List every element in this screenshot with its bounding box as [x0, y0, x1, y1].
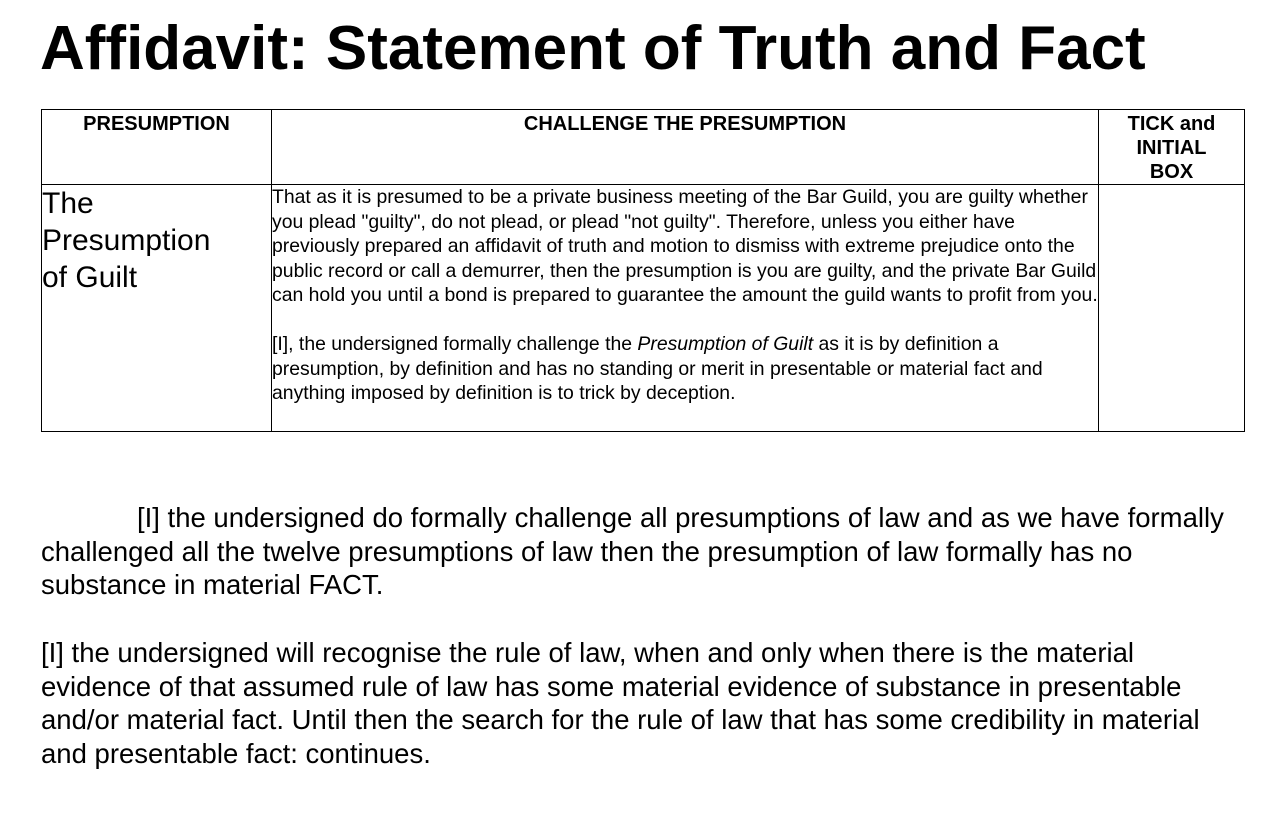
table-header-row	[42, 110, 1245, 185]
body-paragraph-challenge-all: [I] the undersigned do formally challenge all presumptions of law and as we have formally challenged all the twelve presumptions of law then the presumption of law formally has no substance in material FACT.	[41, 502, 1224, 600]
presumption-name	[42, 185, 272, 432]
body-paragraph-rule-of-law: [I] the undersigned will recognise the rule of law, when and only when there is the material evidence of that assumed rule of law has some material evidence of substance in presentable and/or material fact. Until then the search for the rule of law that has some credibility in material and presentable fact: continues.	[41, 637, 1200, 769]
header-presumption: PRESUMPTION	[42, 110, 272, 185]
presumption-table	[41, 109, 1245, 432]
challenge-paragraph-2	[272, 332, 1098, 406]
page-title: Affidavit: Statement of Truth and Fact	[40, 14, 1146, 83]
tick-initial-box[interactable]	[1099, 185, 1245, 432]
challenge-paragraph-2-lead: [I], the undersigned formally challenge the	[272, 333, 638, 355]
header-tick-initial-label: TICK and INITIAL BOX	[1127, 113, 1216, 183]
challenge-text	[272, 185, 1099, 432]
challenge-paragraph-1: That as it is presumed to be a private business meeting of the Bar Guild, you are guilty whether you plead "guilty", do not plead, or plead "not guilty". Therefore, unless you either have previously prepared an affidavit of truth and motion to dismiss with extreme prejudice onto the public record or call a demurrer, then the presumption is you are guilty, and the private Bar Guild can hold you until a bond is prepared to guarantee the amount the guild wants to profit from you.	[272, 186, 1098, 306]
header-tick-initial	[1099, 110, 1245, 185]
challenge-paragraph-2-emphasis: Presumption of Guilt	[637, 333, 814, 355]
presumption-name-text: The Presumption of Guilt	[42, 187, 211, 294]
header-challenge: CHALLENGE THE PRESUMPTION	[272, 110, 1099, 185]
challenge-paragraph-2-tail: as it is by definition a presumption, by definition and has no standing or merit in presentable or material fact and anything imposed by definition is to trick by deception.	[272, 333, 1043, 404]
table-row	[42, 185, 1245, 432]
